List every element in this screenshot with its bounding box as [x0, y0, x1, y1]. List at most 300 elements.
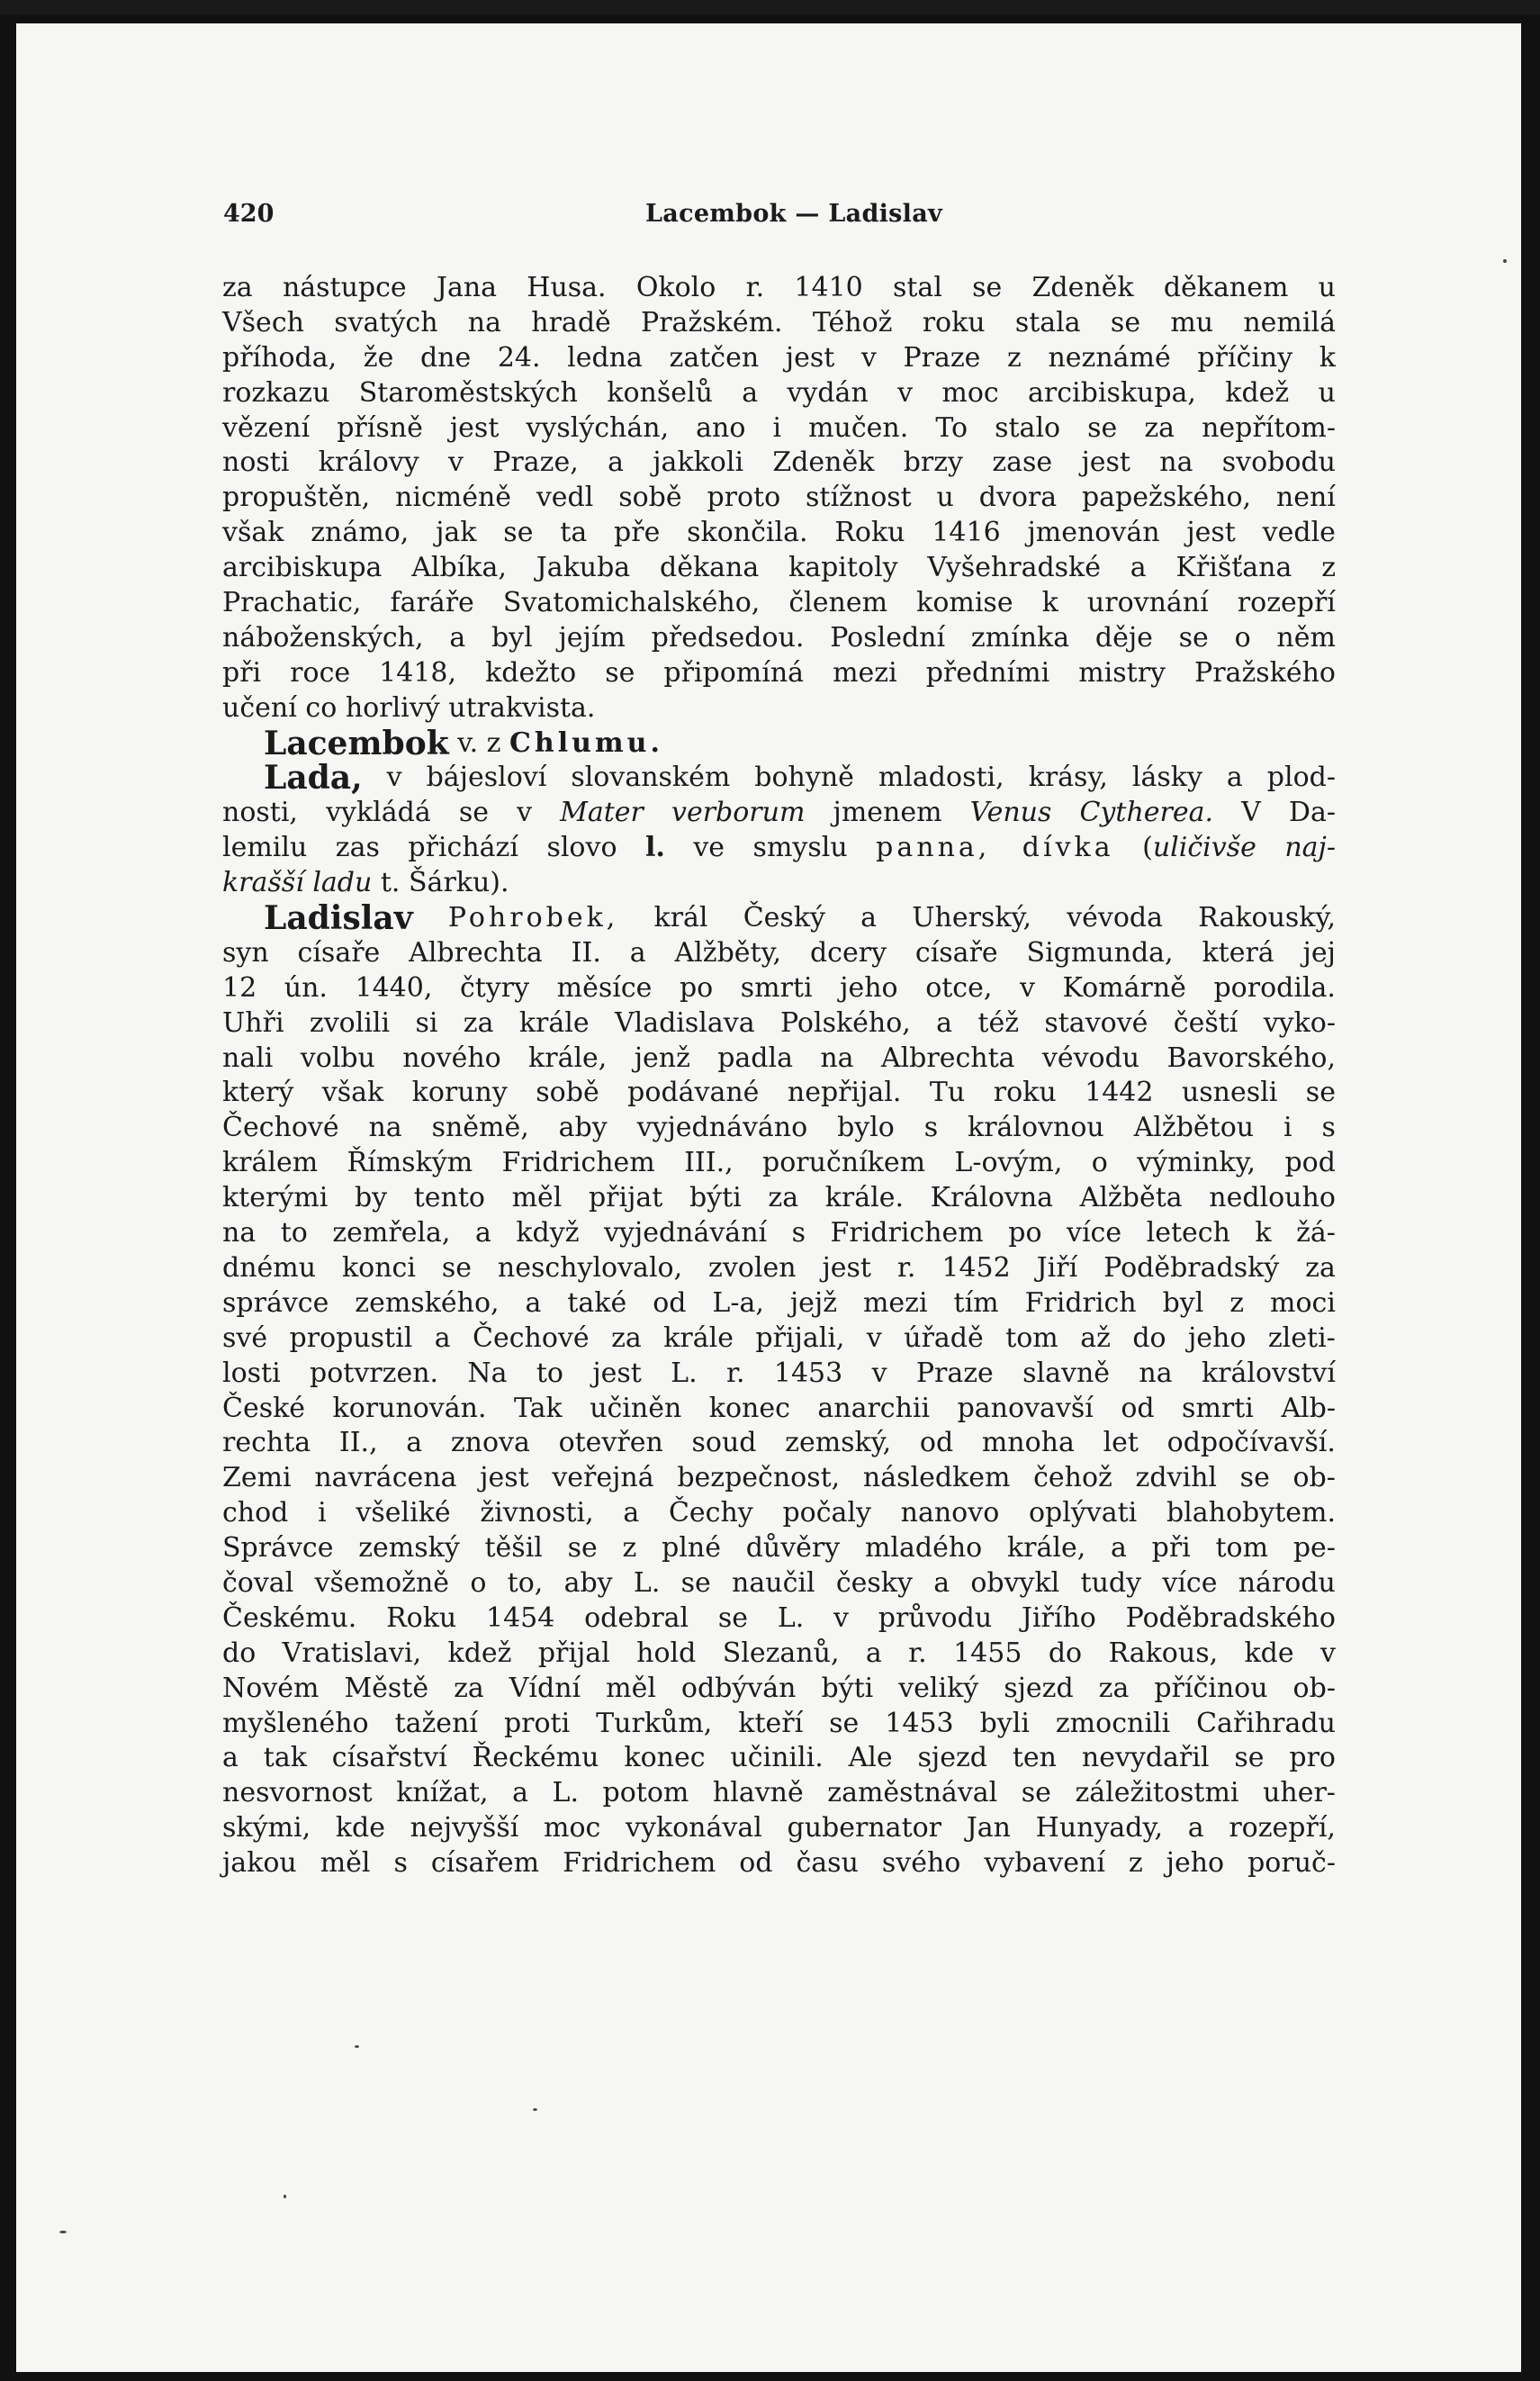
page-header [16, 200, 1521, 236]
scan-speck [1503, 259, 1507, 263]
word: navrácena [314, 1462, 457, 1494]
word: Královna [930, 1182, 1054, 1214]
word: jakkoli [653, 446, 744, 479]
scan-speck [284, 2195, 286, 2198]
text-line [222, 1531, 1336, 1566]
word: hold [636, 1637, 697, 1669]
text-line [222, 1741, 1336, 1776]
word: královnou [968, 1112, 1104, 1144]
word: děkanem [1163, 272, 1289, 303]
word: známo, [311, 517, 410, 549]
word: náboženských, [222, 621, 424, 654]
word: moc [941, 376, 999, 409]
word: Vladislava [614, 1006, 755, 1039]
scan-speck [355, 2045, 359, 2048]
word: něm [1276, 621, 1336, 654]
word: 1418, [379, 656, 457, 689]
word: ob- [1292, 1462, 1336, 1494]
word: tom [1215, 1532, 1269, 1565]
word: r. [745, 272, 765, 303]
word: Cařihradu [1196, 1707, 1336, 1739]
word: v [897, 376, 914, 409]
word: po [1008, 1217, 1042, 1249]
word: nesvornost [222, 1777, 373, 1809]
word: mezi [862, 1286, 928, 1319]
word: od [739, 1847, 773, 1880]
text-line [222, 1042, 1336, 1077]
word: soud [691, 1427, 757, 1459]
word: roce [290, 656, 351, 689]
word: a [936, 1006, 953, 1039]
word: co [305, 691, 338, 724]
word: jej [1302, 936, 1336, 969]
word: zleti- [1267, 1321, 1336, 1354]
word: Vyšehradské [927, 552, 1101, 584]
word: odebral [584, 1601, 689, 1634]
entry-headword: Lada, [264, 759, 363, 798]
word: čeští [1173, 1006, 1238, 1039]
word: císařství [331, 1742, 447, 1774]
text-line [222, 691, 1336, 726]
scan-border [0, 0, 1540, 14]
word: mnoha [981, 1427, 1075, 1459]
word: v [1019, 971, 1035, 1004]
word: tím [953, 1286, 999, 1319]
word: jmenován [1027, 517, 1160, 549]
word: Fridrich [1024, 1286, 1137, 1319]
word: za [1144, 411, 1175, 444]
word: ta [560, 517, 588, 549]
word: jest [1186, 517, 1236, 549]
word: 1454 [486, 1601, 555, 1634]
word: skými, [222, 1812, 311, 1844]
word: L-ovým, [954, 1147, 1063, 1179]
word: ob- [1292, 1672, 1336, 1704]
word: od [919, 1427, 954, 1459]
word: správce [222, 1286, 329, 1319]
word: 1440, [355, 971, 433, 1004]
text-line [222, 1181, 1336, 1216]
word: se [605, 656, 635, 689]
text-line [222, 1496, 1336, 1531]
word: však [222, 517, 284, 549]
word: s [791, 1217, 806, 1249]
text-line [222, 901, 1336, 936]
word: vedl [536, 482, 594, 514]
word: zemský [358, 1532, 460, 1565]
text-line [222, 481, 1336, 516]
word: jest [822, 1251, 871, 1284]
word: stalo [995, 411, 1061, 444]
word: Pražského [1194, 656, 1336, 689]
word: sněmě, [431, 1112, 529, 1144]
word: do [222, 1637, 257, 1669]
word: císaře [914, 936, 998, 969]
word: úřadě [904, 1321, 984, 1354]
word: a [623, 1497, 640, 1529]
word: 12 [222, 971, 257, 1004]
word: v [833, 1601, 849, 1634]
word: se [829, 1707, 860, 1739]
word: aby [563, 1566, 613, 1599]
word: 24. [497, 341, 541, 374]
text-line [222, 1357, 1336, 1392]
text-segment [413, 901, 448, 936]
word: rozepří, [1229, 1812, 1336, 1844]
word: Řeckému [472, 1742, 599, 1774]
word: roku [922, 306, 986, 338]
word: krále [518, 1006, 590, 1039]
text-line [222, 1426, 1336, 1461]
word: a [865, 1637, 882, 1669]
word: při [1151, 1532, 1191, 1565]
word: z [1128, 1847, 1143, 1880]
word: Husa. [527, 272, 607, 303]
word: s [1321, 1112, 1336, 1144]
word: se [1178, 621, 1209, 654]
word: proto [707, 482, 781, 514]
word: poruč- [1247, 1847, 1336, 1880]
word: Roku [386, 1601, 457, 1634]
word: těšil [484, 1532, 543, 1565]
word: záležitostmi [1075, 1777, 1239, 1809]
word: měl [320, 1847, 371, 1880]
text-line [222, 866, 1336, 901]
text-line [222, 1672, 1336, 1707]
word: příčiny [1197, 341, 1293, 374]
word: příhoda, [222, 341, 338, 374]
word: hlavně [712, 1777, 804, 1809]
text-segment: krašší ladu [222, 867, 373, 899]
word: zaměstnával [827, 1777, 998, 1809]
text-line [222, 376, 1336, 411]
word: a [608, 446, 624, 479]
word: a [406, 1427, 423, 1459]
word: neznámé [1048, 341, 1171, 374]
word: a [1130, 552, 1147, 584]
word: nedlouho [1209, 1182, 1336, 1214]
word: učení [222, 691, 297, 724]
text-line [222, 341, 1336, 376]
word: Vídní [509, 1672, 581, 1704]
text-line [222, 1637, 1336, 1672]
word: Sigmunda, [1026, 936, 1174, 969]
word: jakou [222, 1847, 297, 1880]
word: stavové [1044, 1006, 1148, 1039]
word: za [454, 1672, 484, 1704]
word: vyjednáváno [636, 1112, 808, 1144]
word: L-a, [712, 1286, 764, 1319]
text-line [222, 831, 1336, 866]
word: učiněn [590, 1392, 682, 1424]
word: vybavení [984, 1847, 1105, 1880]
word: nanovo [900, 1497, 1000, 1529]
word: jeho [1166, 1847, 1225, 1880]
entry-headword: Ladislav [264, 899, 413, 938]
word: Zdeněk [772, 446, 875, 479]
word: vykonával [626, 1812, 762, 1844]
text-segment: nosti, vykládá se v [222, 797, 561, 829]
scan-speck [533, 2108, 537, 2111]
word: národu [1238, 1566, 1336, 1599]
word: žá- [1296, 1217, 1336, 1249]
word: měsíce [556, 971, 653, 1004]
word: též [977, 1006, 1020, 1039]
word: Turkům, [596, 1707, 713, 1739]
text-segment: v. z [448, 726, 510, 759]
text-segment: Chlumu. [509, 726, 663, 759]
word: důvěry [745, 1532, 841, 1565]
word: děkana [660, 552, 760, 584]
word: konci [341, 1251, 416, 1284]
word: sjezd [1004, 1672, 1074, 1704]
word: a [1111, 1532, 1127, 1565]
text-line [222, 586, 1336, 621]
word: počaly [782, 1497, 871, 1529]
word: Praze [903, 341, 981, 374]
word: syn [222, 936, 269, 969]
word: krále. [824, 1182, 904, 1214]
word: to, [507, 1566, 544, 1599]
word: papežského, [1081, 482, 1252, 514]
word: horlivý [345, 691, 440, 724]
word: jest [480, 1462, 529, 1494]
word: panovavší [957, 1392, 1094, 1424]
word: Rakous, [1108, 1637, 1219, 1669]
word: smrti [740, 971, 813, 1004]
word: v [860, 341, 877, 374]
word: za [768, 1182, 799, 1214]
word: vyko- [1263, 1006, 1336, 1039]
word: jejž [789, 1286, 838, 1319]
text-line [222, 271, 1336, 306]
word: Poděbradský [1103, 1251, 1280, 1284]
word: blahobytem. [1166, 1497, 1336, 1529]
word: na [1139, 1357, 1173, 1389]
word: a [449, 621, 466, 654]
text-line [222, 1146, 1336, 1181]
word: a [222, 1742, 239, 1774]
word: býti [821, 1672, 874, 1704]
word: moci [1270, 1286, 1336, 1319]
word: česky [835, 1566, 913, 1599]
word: kteří [738, 1707, 804, 1739]
word: volbu [300, 1042, 375, 1074]
word: rozepří [1237, 587, 1336, 619]
text-line [222, 1392, 1336, 1427]
word: by [354, 1182, 388, 1214]
word: Fridrichem [830, 1217, 984, 1249]
word: chod [222, 1497, 289, 1529]
word: Fridrichem [501, 1147, 655, 1179]
text-segment: ( [1113, 832, 1153, 864]
word: stala [1014, 306, 1081, 338]
word: arcibiskupa [222, 552, 383, 584]
word: neschylovalo, [497, 1251, 683, 1284]
word: konec [708, 1392, 790, 1424]
word: že [363, 341, 394, 374]
text-segment: ve smyslu [664, 832, 877, 864]
text-line [222, 1251, 1336, 1286]
word: Vratislavi, [282, 1637, 422, 1669]
word: let [1103, 1427, 1139, 1459]
word: Čechové [222, 1112, 339, 1144]
word: kde [1244, 1637, 1294, 1669]
word: Tu [929, 1077, 966, 1109]
word: tudy [1080, 1566, 1142, 1599]
word: tento [413, 1182, 485, 1214]
word: se [567, 1532, 598, 1565]
word: členem [788, 587, 888, 619]
word: nosti [222, 446, 290, 479]
word: jest [785, 341, 835, 374]
word: mezi [833, 656, 897, 689]
word: jest [449, 411, 500, 444]
scan-speck [59, 2231, 67, 2233]
text-line [222, 1566, 1336, 1601]
word: z [622, 1532, 637, 1565]
word: 1416 [932, 517, 1001, 549]
word: dcery [809, 936, 887, 969]
word: potom [602, 1777, 689, 1809]
word: jenž [634, 1042, 690, 1074]
word: o [470, 1566, 487, 1599]
word: vydán [787, 376, 869, 409]
text-line [222, 656, 1336, 691]
word: Téhož [812, 306, 893, 338]
word: konec [624, 1742, 706, 1774]
text-segment: lemilu zas přichází slovo [222, 832, 645, 864]
word: příčinou [1154, 1672, 1268, 1704]
word: se [503, 517, 534, 549]
word: propustil [289, 1321, 413, 1354]
word: jejím [558, 621, 626, 654]
word: zmocnili [1055, 1707, 1171, 1739]
word: králem [222, 1147, 319, 1179]
word: v [1320, 1637, 1336, 1669]
word: dvora [978, 482, 1058, 514]
word: čtyry [459, 971, 530, 1004]
word: byl [1162, 1286, 1204, 1319]
word: rozkazu [222, 376, 330, 409]
word: jeho [840, 971, 898, 1004]
word: se [972, 272, 1003, 303]
word: se [1305, 1077, 1336, 1109]
word: pe- [1292, 1532, 1336, 1565]
word: mladého [864, 1532, 983, 1565]
word: Alžbětou [1133, 1112, 1255, 1144]
text-line [222, 1076, 1336, 1111]
word: když [516, 1217, 580, 1249]
word: Slezanů, [722, 1637, 840, 1669]
word: i [1283, 1112, 1292, 1144]
word: 1452 [941, 1251, 1011, 1284]
word: kdežto [485, 656, 577, 689]
word: zemřela, [332, 1217, 451, 1249]
word: urovnání [1086, 587, 1209, 619]
text-line [222, 411, 1336, 446]
word: Hunyady, [1035, 1812, 1164, 1844]
word: Praze [915, 1357, 994, 1389]
word: měl [606, 1672, 656, 1704]
word: krále, [1006, 1532, 1086, 1565]
word: připomíná [663, 656, 805, 689]
word: Svatomichalského, [502, 587, 761, 619]
word: kde [335, 1812, 385, 1844]
word: vyslýchán, [526, 411, 670, 444]
word: Jiřího [1021, 1601, 1096, 1634]
word: zmínka [970, 621, 1070, 654]
text-segment: v bájesloví slovanském bohyně mladosti, krásy, lásky a plod- [362, 762, 1336, 794]
word: se [1234, 1742, 1265, 1774]
word: na [222, 1217, 257, 1249]
word: 1453 [773, 1357, 843, 1389]
word: svého [881, 1847, 961, 1880]
word: to [280, 1217, 308, 1249]
word: z [1229, 1286, 1245, 1319]
word: nevydařil [1081, 1742, 1210, 1774]
word: Na [467, 1357, 508, 1389]
word: se [1110, 306, 1141, 338]
word: živnosti, [480, 1497, 594, 1529]
word: císaře [297, 936, 381, 969]
text-line [222, 796, 1336, 831]
word: a [933, 1566, 950, 1599]
word: nepřítom- [1202, 411, 1336, 444]
word: se [1087, 411, 1118, 444]
word: mu [1170, 306, 1214, 338]
word: také [567, 1286, 627, 1319]
word: dnému [222, 1251, 317, 1284]
word: zdvihl [1135, 1462, 1217, 1494]
word: Staroměstských [358, 376, 578, 409]
word: 1453 [885, 1707, 954, 1739]
word: r. [896, 1251, 916, 1284]
text-line [222, 1111, 1336, 1146]
word: k [1255, 1217, 1272, 1249]
book-page [16, 23, 1521, 2372]
word: čoval [222, 1566, 294, 1599]
word: Prachatic, [222, 587, 362, 619]
entry-headword: Lacembok [264, 724, 449, 762]
word: tažení [394, 1707, 478, 1739]
word: hradě [531, 306, 611, 338]
word: Čechy [668, 1497, 753, 1529]
word: a [434, 1321, 451, 1354]
text-line [222, 1461, 1336, 1496]
word: měl [511, 1182, 563, 1214]
word: potvrzen. [310, 1357, 439, 1389]
word: Albíka, [411, 552, 507, 584]
word: ten [1012, 1742, 1057, 1774]
word: a [525, 1286, 542, 1319]
word: knížat, [396, 1777, 489, 1809]
word: s [393, 1847, 408, 1880]
word: konšelů [607, 376, 713, 409]
word: poručníkem [762, 1147, 926, 1179]
word: Uhři [222, 1006, 284, 1039]
text-segment: l. [645, 832, 665, 864]
word: naučil [732, 1566, 815, 1599]
word: až [1080, 1321, 1111, 1354]
word: s [923, 1112, 939, 1144]
word: dne [419, 341, 472, 374]
word: Albrechta [880, 1042, 1015, 1074]
word: L. [633, 1566, 661, 1599]
word: Křišťana [1175, 552, 1292, 584]
word: myšleného [222, 1707, 369, 1739]
word: vedle [1262, 517, 1336, 549]
